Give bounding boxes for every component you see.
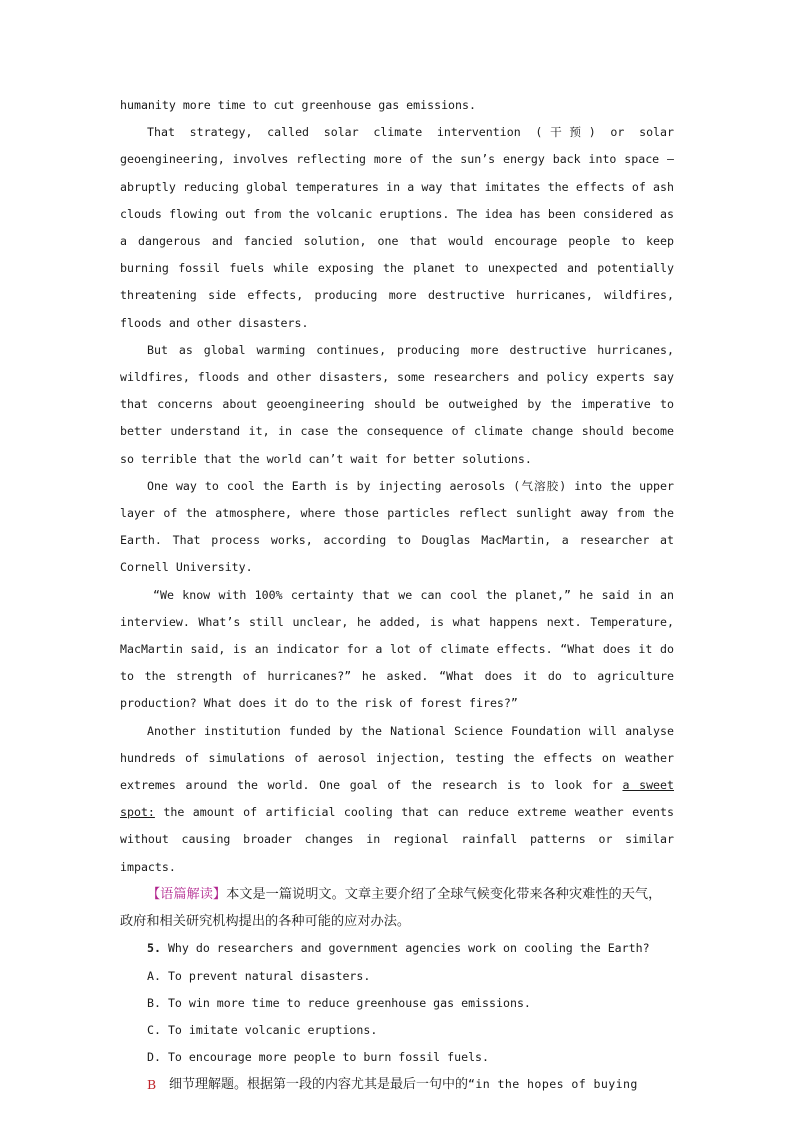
passage-paragraph-1: That strategy, called solar climate intervention (干预) or solar geoengineering, involves reflecting more of the sun’s energy back into space — abruptly reducing global temperatures in a way that imitates the effects of ash clouds flowing out from the volcanic eruptions. The idea has been considered as a dangerous and fancied solution, one that would encourage people to keep burning fossil fuels while exposing the planet to unexpected and potentially threatening side effects, producing more destructive hurricanes, wildfires, floods and other disasters. bbox=[120, 125, 674, 330]
question-number: 5. bbox=[147, 941, 161, 956]
document-page bbox=[120, 92, 674, 1099]
question-stem-text: Why do researchers and government agencies work on cooling the Earth? bbox=[160, 941, 650, 956]
passage-paragraph-0: humanity more time to cut greenhouse gas emissions. bbox=[120, 98, 476, 112]
paragraph-5-text-after: the amount of artificial cooling that can reduce extreme weather events without causing broader changes in regional rainfall patterns or similar impacts. bbox=[120, 805, 674, 874]
analysis-tag: 【语篇解读】 bbox=[147, 886, 227, 902]
question-5-stem bbox=[120, 935, 674, 962]
option-b: B. To win more time to reduce greenhouse gas emissions. bbox=[147, 995, 531, 1010]
passage-paragraph-4: “We know with 100% certainty that we can cool the planet,” he said in an interview. What’s still unclear, he added, is what happens next. Temperature, MacMartin said, is an indicator for a lot of climate effects. “What does it do to the strength of hurricanes?” he asked. “What does it do to agriculture production? What does it do to the risk of forest fires?” bbox=[120, 587, 674, 711]
analysis-text: 本文是一篇说明文。文章主要介绍了全球气候变化带来各种灾难性的天气，政府和相关研究机构提出的各种可能的应对办法。 bbox=[120, 886, 662, 930]
explanation-quote: “in the hopes of buying bbox=[468, 1077, 638, 1092]
option-a: A. To prevent natural disasters. bbox=[147, 968, 371, 983]
passage-paragraph-3: One way to cool the Earth is by injecting aerosols (气溶胶) into the upper layer of the atmosphere, where those particles reflect sunlight away from the Earth. That process works, according to Douglas MacMartin, a researcher at Cornell University. bbox=[120, 478, 674, 575]
sweet-spot-underlined-phrase: a sweet spot: bbox=[120, 778, 674, 820]
option-c: C. To imitate volcanic eruptions. bbox=[147, 1022, 378, 1037]
explanation-text: 细节理解题。根据第一段的内容尤其是最后一句中的 bbox=[169, 1077, 469, 1093]
answer-letter: B bbox=[147, 1077, 157, 1093]
passage-paragraph-2: But as global warming continues, producing more destructive hurricanes, wildfires, floods and other disasters, some researchers and policy experts say that concerns about geoengineering should be outweighed by the imperative to better understand it, in case the consequence of climate change should become so terrible that the world can’t wait for better solutions. bbox=[120, 342, 674, 466]
passage-paragraph-5 bbox=[120, 718, 674, 881]
passage-analysis bbox=[120, 881, 674, 935]
option-d: D. To encourage more people to burn fossil fuels. bbox=[147, 1050, 490, 1065]
answer-explanation bbox=[120, 1071, 674, 1098]
paragraph-5-text-before: Another institution funded by the National Science Foundation will analyse hundreds of simulations of aerosol injection, testing the effects on weather extremes around the world. One goal of the research is to look for bbox=[120, 723, 674, 793]
